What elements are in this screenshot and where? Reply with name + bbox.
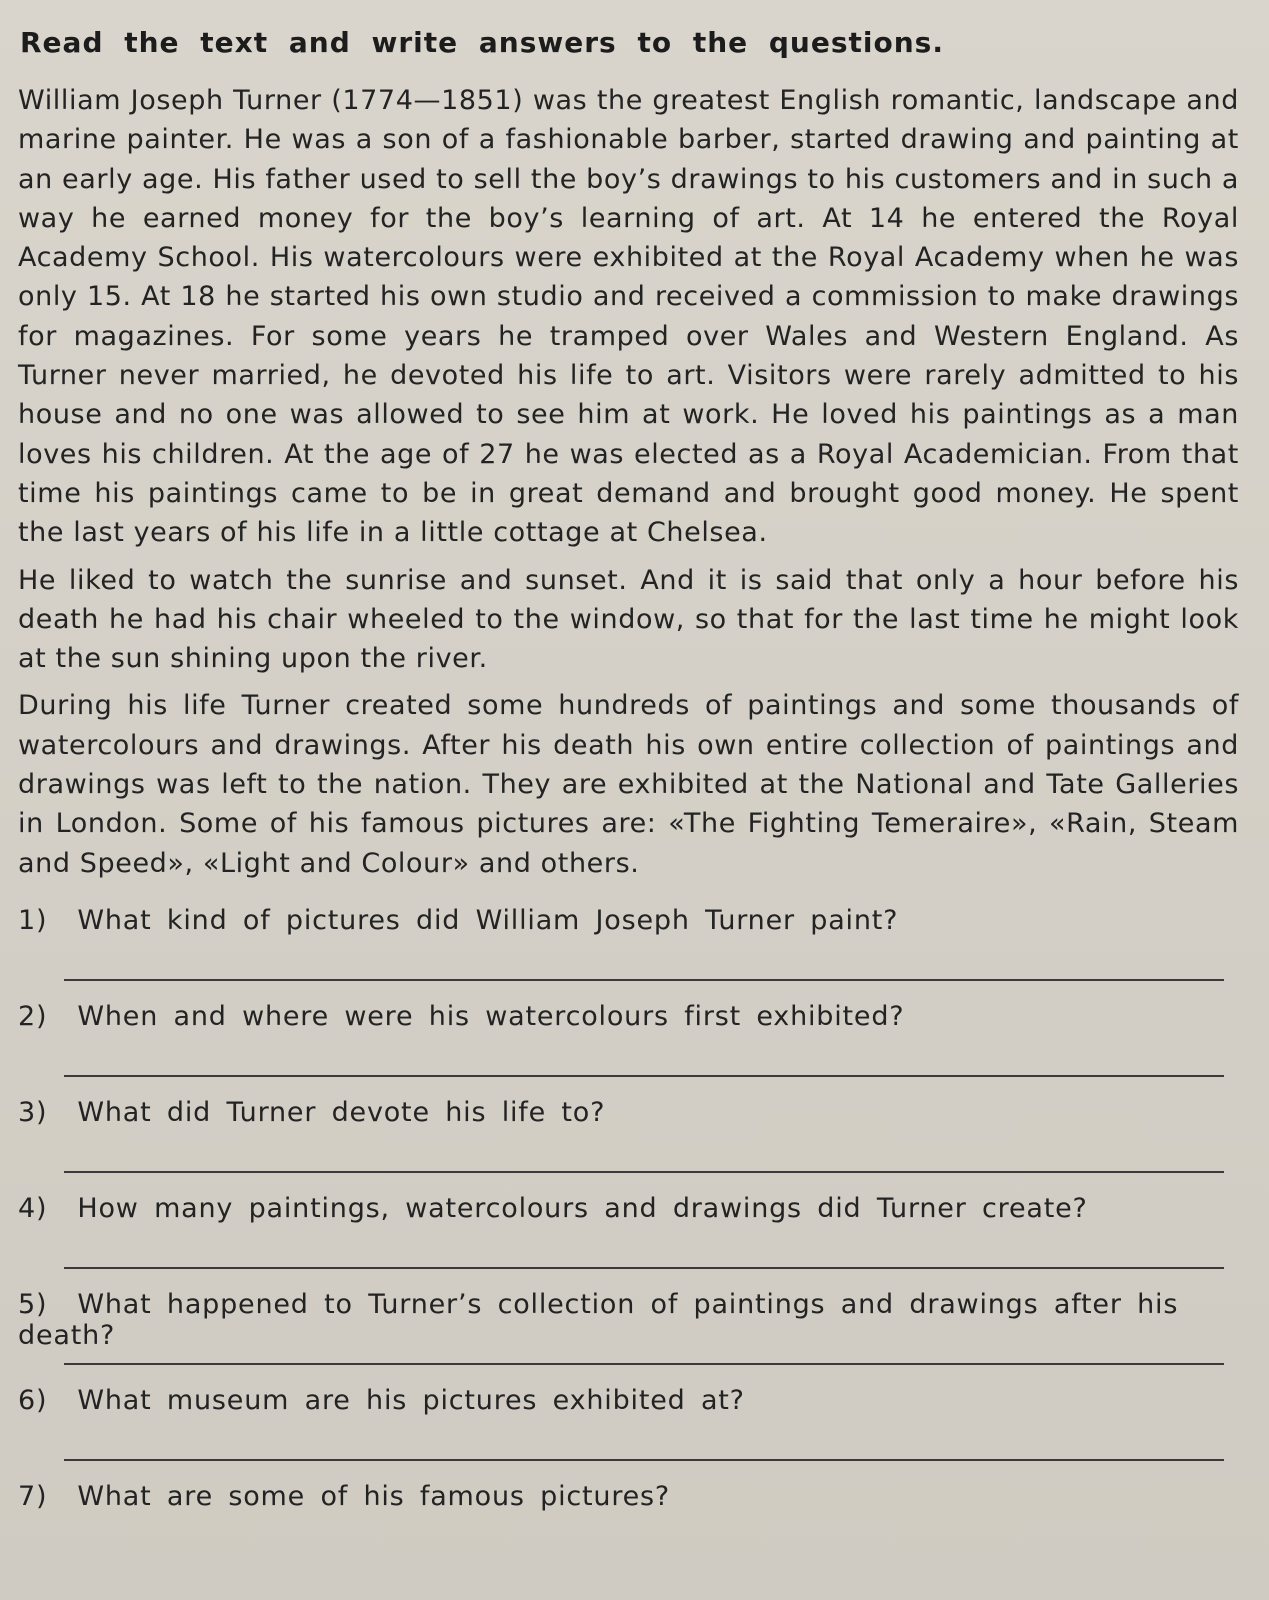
answer-line-4[interactable] [64, 1267, 1224, 1269]
question-number: 5) [18, 1288, 48, 1320]
answer-line-5[interactable] [64, 1363, 1224, 1365]
question-text: What are some of his famous pictures? [77, 1480, 671, 1512]
question-number: 4) [18, 1192, 48, 1224]
question-text: When and where were his watercolours first exhibited? [77, 1000, 905, 1032]
exercise-heading: Read the text and write answers to the questions. [20, 26, 944, 59]
question-6 [18, 1385, 1239, 1419]
question-4 [18, 1193, 1239, 1227]
answer-line-1[interactable] [64, 979, 1224, 981]
text-paragraph-3: During his life Turner created some hundreds of paintings and some thousands of watercolours and drawings. After his death his own entire collection of paintings and drawings was left to the nation. They are exhibited at the National and Tate Galleries in London. Some of his famous pictures are: «The Fighting Temeraire», «Rain, Steam and Speed», «Light and Colour» and others. [18, 690, 1239, 879]
question-3 [18, 1097, 1239, 1131]
question-text: What kind of pictures did William Joseph Turner paint? [77, 904, 899, 936]
question-text: How many paintings, watercolours and drawings did Turner create? [77, 1192, 1088, 1224]
answer-line-3[interactable] [64, 1171, 1224, 1173]
answer-line-2[interactable] [64, 1075, 1224, 1077]
question-number: 2) [18, 1000, 48, 1032]
question-1 [18, 905, 1239, 939]
question-number: 1) [18, 904, 48, 936]
question-text: What museum are his pictures exhibited at? [77, 1384, 745, 1416]
question-number: 6) [18, 1384, 48, 1416]
question-2 [18, 1001, 1239, 1035]
answer-line-6[interactable] [64, 1459, 1224, 1461]
question-number: 7) [18, 1480, 48, 1512]
questions-list [18, 905, 1239, 1515]
question-5 [18, 1288, 1239, 1351]
question-7 [18, 1481, 1239, 1515]
text-paragraph-1: William Joseph Turner (1774—1851) was the greatest English romantic, landscape and marine painter. He was a son of a fashionable barber, started drawing and painting at an early age. His father used to sell the boy’s drawings to his customers and in such a way he earned money for the boy’s learning of art. At 14 he entered the Royal Academy School. His watercolours were exhibited at the Royal Academy when he was only 15. At 18 he started his own studio and received a commission to make drawings for magazines. For some years he tramped over Wales and Western England. As Turner never married, he devoted his life to art. Visitors were rarely admitted to his house and no one was allowed to see him at work. He loved his paintings as a man loves his children. At the age of 27 he was elected as a Royal Academician. From that time his paintings came to be in great demand and brought good money. He spent the last years of his life in a little cottage at Chelsea. [18, 85, 1239, 549]
text-paragraph-2: He liked to watch the sunrise and sunset. And it is said that only a hour before his death he had his chair wheeled to the window, so that for the last time he might look at the sun shining upon the river. [18, 564, 1239, 675]
question-text: What did Turner devote his life to? [77, 1096, 606, 1128]
question-text: What happened to Turner’s collection of paintings and drawings after his death? [18, 1288, 1179, 1351]
question-number: 3) [18, 1096, 48, 1128]
